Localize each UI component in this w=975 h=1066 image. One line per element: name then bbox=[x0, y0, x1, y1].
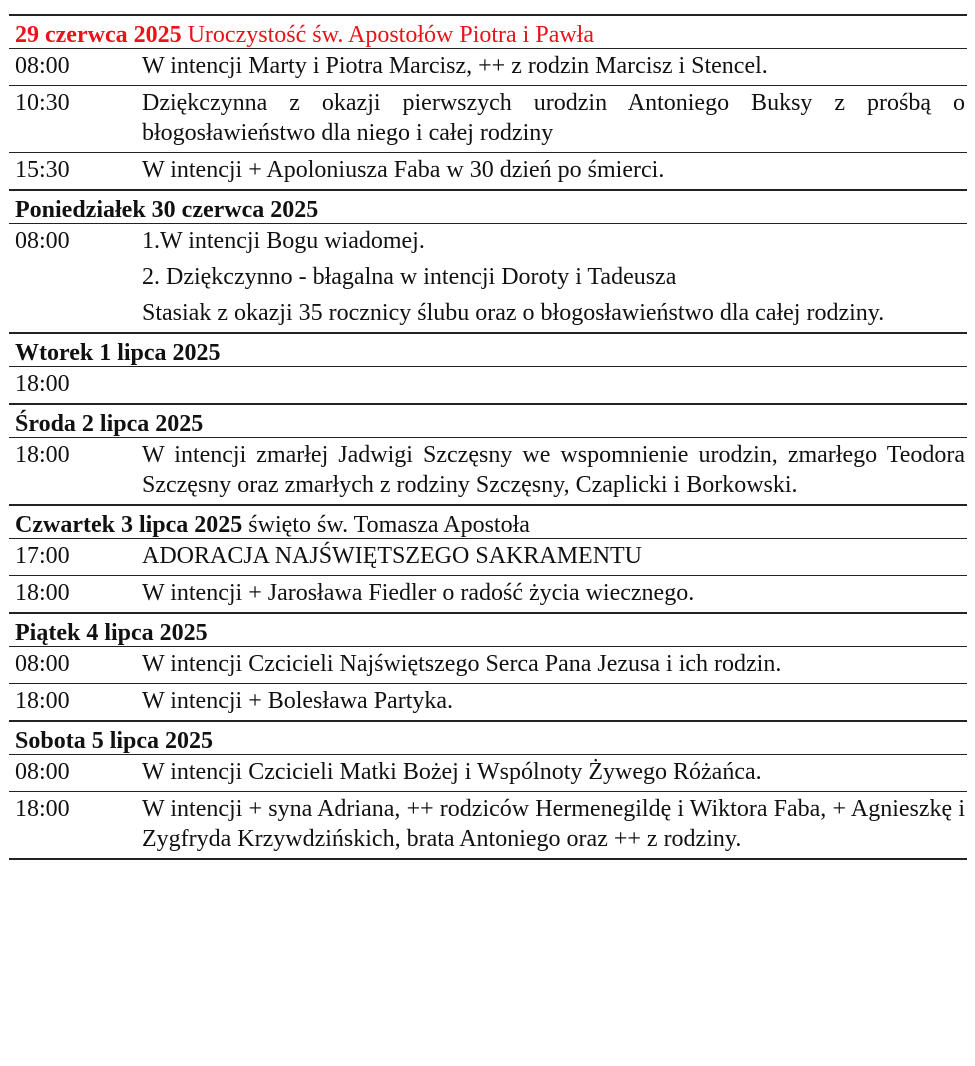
mass-intention bbox=[142, 226, 967, 328]
day-header bbox=[9, 403, 967, 437]
intention-line: W intencji + Apoloniusza Faba w 30 dzień po śmierci. bbox=[142, 157, 665, 183]
day-date: Środa 2 lipca 2025 bbox=[15, 411, 204, 437]
day-header bbox=[9, 332, 967, 366]
intention-line: Dziękczynna z okazji pierwszych urodzin Antoniego Buksy z prośbą o błogosławieństwo dla niego i całej rodziny bbox=[142, 90, 965, 146]
mass-time: 18:00 bbox=[15, 688, 70, 714]
mass-row bbox=[9, 366, 967, 403]
day-date: Poniedziałek 30 czerwca 2025 bbox=[15, 197, 319, 223]
mass-row bbox=[9, 754, 967, 791]
mass-time: 17:00 bbox=[15, 543, 70, 569]
intention-line: W intencji zmarłej Jadwigi Szczęsny we wspomnienie urodzin, zmarłego Teodora Szczęsny oraz zmarłych z rodziny Szczęsny, Czaplicki i Borkowski. bbox=[142, 442, 965, 498]
mass-row bbox=[9, 575, 967, 612]
day-header bbox=[9, 612, 967, 646]
mass-time: 18:00 bbox=[15, 442, 70, 468]
mass-row bbox=[9, 152, 967, 189]
intention-line: ADORACJA NAJŚWIĘTSZEGO SAKRAMENTU bbox=[142, 543, 643, 569]
mass-intention bbox=[142, 541, 967, 571]
mass-time: 15:30 bbox=[15, 157, 70, 183]
mass-row bbox=[9, 223, 967, 332]
mass-intention bbox=[142, 794, 967, 854]
mass-intention bbox=[142, 440, 967, 500]
intention-line: W intencji + Bolesława Partyka. bbox=[142, 688, 454, 714]
day-date: Wtorek 1 lipca 2025 bbox=[15, 340, 221, 366]
day-header bbox=[9, 720, 967, 754]
day-date: Piątek 4 lipca 2025 bbox=[15, 620, 208, 646]
intention-line: W intencji Czcicieli Najświętszego Serca Pana Jezusa i ich rodzin. bbox=[142, 651, 782, 677]
intention-line: W intencji Marty i Piotra Marcisz, ++ z rodzin Marcisz i Stencel. bbox=[142, 53, 768, 79]
intention-line: W intencji Czcicieli Matki Bożej i Wspólnoty Żywego Różańca. bbox=[142, 759, 762, 785]
day-header bbox=[9, 189, 967, 223]
intention-line: 2. Dziękczynno - błagalna w intencji Doroty i Tadeusza bbox=[142, 264, 677, 290]
intention-line: Stasiak z okazji 35 rocznicy ślubu oraz o błogosławieństwo dla całej rodziny. bbox=[142, 300, 885, 326]
mass-intention bbox=[142, 51, 967, 81]
mass-row bbox=[9, 48, 967, 85]
mass-row bbox=[9, 683, 967, 720]
mass-row bbox=[9, 791, 967, 860]
mass-time: 18:00 bbox=[15, 371, 70, 397]
intention-line: W intencji + syna Adriana, ++ rodziców Hermenegildę i Wiktora Faba, + Agnieszkę i Zygfryda Krzywdzińskich, brata Antoniego oraz ++ z rodziny. bbox=[142, 796, 965, 852]
mass-intentions-schedule bbox=[9, 14, 967, 860]
mass-row bbox=[9, 85, 967, 152]
day-feast-title: Uroczystość św. Apostołów Piotra i Pawła bbox=[187, 22, 594, 48]
day-header bbox=[9, 504, 967, 538]
day-date: 29 czerwca 2025 bbox=[15, 22, 182, 48]
mass-time: 08:00 bbox=[15, 53, 70, 79]
intention-line: W intencji + Jarosława Fiedler o radość życia wiecznego. bbox=[142, 580, 695, 606]
mass-intention bbox=[142, 686, 967, 716]
mass-time: 08:00 bbox=[15, 759, 70, 785]
mass-row bbox=[9, 646, 967, 683]
mass-intention bbox=[142, 369, 967, 399]
intention-line: 1.W intencji Bogu wiadomej. bbox=[142, 228, 425, 254]
mass-time: 18:00 bbox=[15, 796, 70, 822]
mass-intention bbox=[142, 757, 967, 787]
mass-time: 18:00 bbox=[15, 580, 70, 606]
mass-time: 08:00 bbox=[15, 228, 70, 254]
day-feast-title: święto św. Tomasza Apostoła bbox=[248, 512, 530, 538]
mass-intention bbox=[142, 88, 967, 148]
mass-time: 08:00 bbox=[15, 651, 70, 677]
day-date: Sobota 5 lipca 2025 bbox=[15, 728, 214, 754]
day-header bbox=[9, 14, 967, 48]
day-date: Czwartek 3 lipca 2025 bbox=[15, 512, 243, 538]
mass-intention bbox=[142, 155, 967, 185]
mass-intention bbox=[142, 649, 967, 679]
mass-intention bbox=[142, 578, 967, 608]
mass-row bbox=[9, 538, 967, 575]
mass-row bbox=[9, 437, 967, 504]
mass-time: 10:30 bbox=[15, 90, 70, 116]
